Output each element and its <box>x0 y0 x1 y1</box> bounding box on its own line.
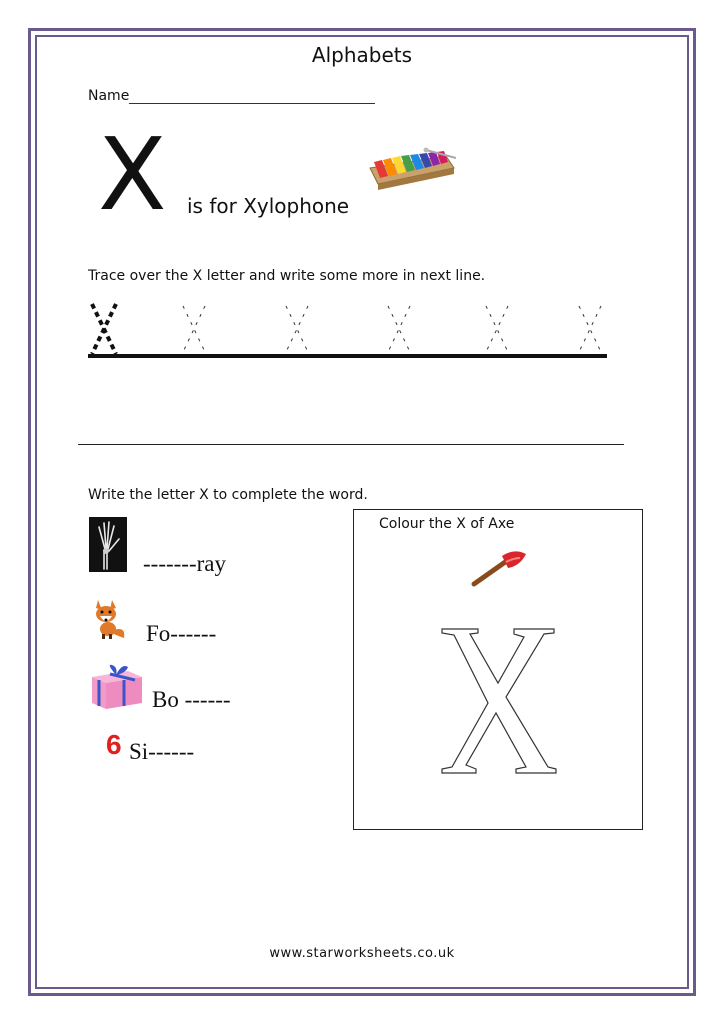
page-title: Alphabets <box>311 43 413 67</box>
axe-icon <box>470 548 528 588</box>
trace-letter-light[interactable] <box>283 304 311 354</box>
fox-icon <box>88 596 128 640</box>
word-six: Si------ <box>129 739 195 764</box>
name-label: Name <box>88 88 130 104</box>
footer-website[interactable]: www.starworksheets.co.uk <box>269 946 455 961</box>
complete-word-instruction: Write the letter X to complete the word. <box>88 487 368 503</box>
xray-hand-icon <box>89 517 127 572</box>
trace-letter-bold[interactable] <box>88 302 120 356</box>
trace-instruction: Trace over the X letter and write some more in next line. <box>88 268 486 284</box>
trace-letter-light[interactable] <box>576 304 604 354</box>
word-box: Bo ------ <box>152 687 231 712</box>
xylophone-icon <box>366 146 458 192</box>
practice-write-line[interactable] <box>78 444 624 445</box>
trace-letter-light[interactable] <box>483 304 511 354</box>
gift-box-icon <box>88 661 146 711</box>
trace-baseline <box>88 354 607 358</box>
feature-phrase: is for Xylophone <box>187 194 350 218</box>
number-six-icon: 6 <box>106 729 122 760</box>
name-write-line[interactable] <box>129 103 375 104</box>
outline-letter-x[interactable] <box>440 625 558 777</box>
trace-letter-light[interactable] <box>385 304 413 354</box>
colour-panel-title: Colour the X of Axe <box>379 516 515 532</box>
word-xray: -------ray <box>143 551 226 576</box>
featured-letter: X <box>98 116 167 233</box>
trace-letter-light[interactable] <box>180 304 208 354</box>
word-fox: Fo------ <box>146 621 217 646</box>
